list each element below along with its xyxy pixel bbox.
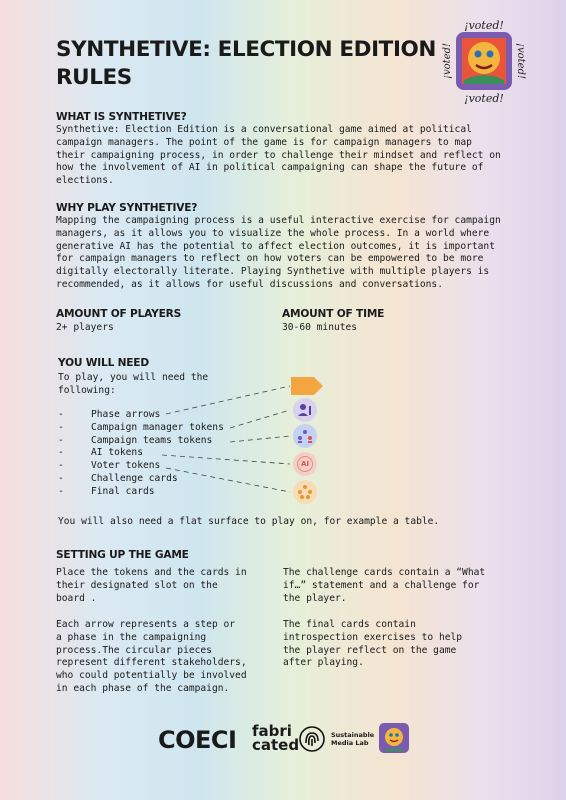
setup-right-p2: The final cards contain introspection exercises to help the player reflect on the game after playing. — [283, 619, 463, 669]
list-item: - Voter tokens — [58, 460, 161, 472]
svg-text:¡voted!: ¡voted! — [442, 42, 453, 80]
time-value: 30-60 minutes — [282, 322, 358, 333]
need-outro: You will also need a flat surface to play on, for example a table. — [58, 516, 440, 527]
setup-left-p1: Place the tokens and the cards in their designated slot on the board . — [56, 567, 247, 604]
phase-arrow-icon — [290, 376, 324, 396]
list-item: - AI tokens — [58, 447, 143, 459]
setup-right-p1: The challenge cards contain a “What if…” statement and a challenge for the player. — [283, 567, 486, 604]
list-item: - Campaign teams tokens — [58, 434, 213, 446]
svg-text:¡voted!: ¡voted! — [515, 42, 526, 80]
svg-text:¡voted!: ¡voted! — [464, 92, 504, 104]
setup-left-p2: Each arrow represents a step or a phase in the campaigning process.The circular pieces represent different stakeholders, who could potentially be involved in each phase of the campaign. — [56, 619, 247, 694]
ai-token-icon: AI — [293, 452, 317, 476]
sustainable-media-lab-logo: Sustainable Media Lab — [331, 731, 375, 747]
svg-text:¡voted!: ¡voted! — [464, 19, 504, 32]
page-title: SYNTHETIVE: ELECTION EDITION RULES — [56, 37, 437, 90]
players-value: 2+ players — [56, 322, 114, 333]
campaign-team-token-icon — [293, 424, 317, 448]
section-heading-why: WHY PLAY SYNTHETIVE? — [56, 202, 198, 214]
section-heading-what: WHAT IS SYNTHETIVE? — [56, 111, 187, 123]
what-body: Synthetive: Election Edition is a conversational game aimed at political campaign managers. The point of the game is for campaign managers to map their campaigning process, in order to challenge their mindset and reflect on how the involvement of AI in political campaigning can shape the future of elections. — [56, 124, 501, 187]
section-heading-need: YOU WILL NEED — [58, 357, 149, 369]
coeci-logo: COECI — [158, 726, 237, 754]
list-item: - Campaign manager tokens — [58, 421, 224, 433]
voter-token-icon — [293, 480, 317, 504]
voted-mini-logo — [374, 718, 414, 758]
fabricated-logo: fabri cated — [252, 722, 300, 754]
list-item: - Phase arrows — [58, 409, 161, 420]
time-heading: AMOUNT OF TIME — [282, 308, 385, 320]
fingerprint-icon — [298, 725, 326, 753]
campaign-manager-token-icon — [293, 398, 317, 422]
list-item: - Challenge cards — [58, 472, 178, 484]
why-body: Mapping the campaigning process is a useful interactive exercise for campaign managers, as it allows you to visualize the whole process. In a world where generative AI has the potential to affect election outcomes, it is important for campaign managers to reflect on how voters can be empowered to be more digitally electorally literate. Playing Synthetive with multiple players is recommended, as it allows for useful discussions and conversations. — [56, 215, 501, 290]
section-heading-setup: SETTING UP THE GAME — [56, 549, 189, 561]
list-item: - Final cards — [58, 485, 155, 497]
players-heading: AMOUNT OF PLAYERS — [56, 308, 182, 320]
need-intro: To play, you will need the following: — [58, 372, 209, 396]
